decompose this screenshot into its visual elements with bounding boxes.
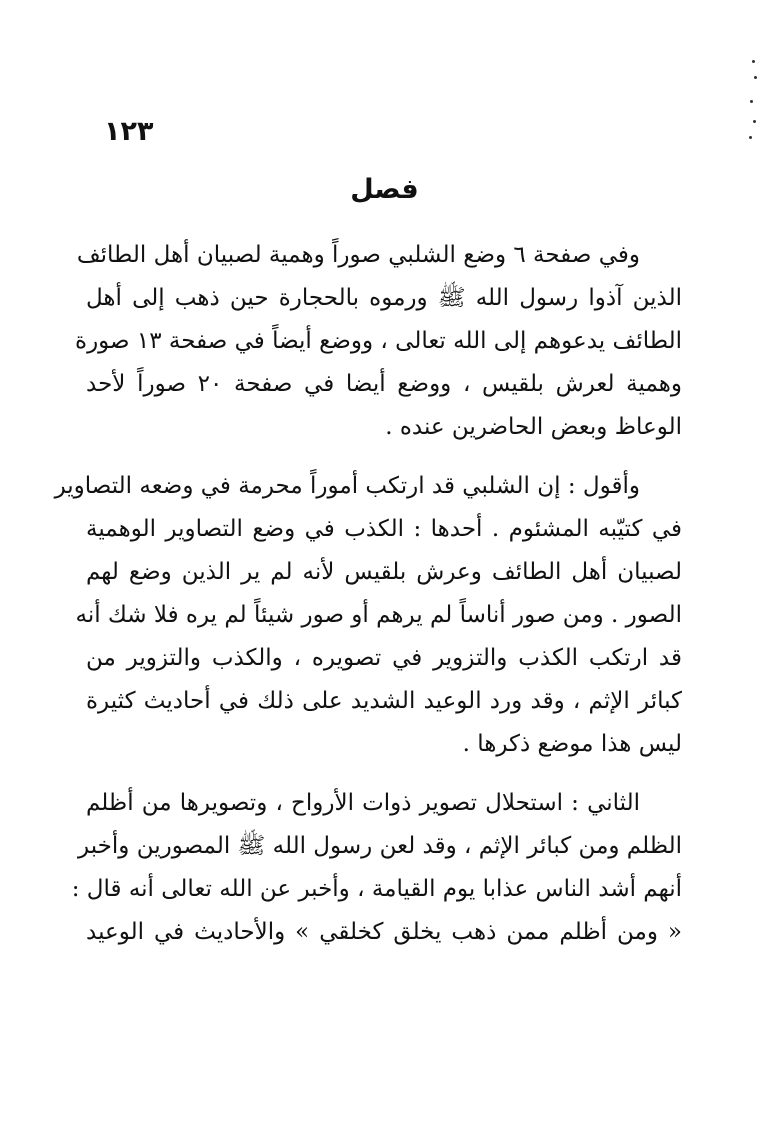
text-line: كبائر الإثم ، وقد ورد الوعيد الشديد على ذلك في أحاديث كثيرة — [86, 688, 682, 714]
page-number: ١٢٣ — [104, 116, 154, 147]
text-line: ليس هذا موضع ذكرها . — [462, 731, 682, 757]
text-line: الصور . ومن صور أناساً لم يرهم أو صور شيئاً لم يره فلا شك أنه — [75, 602, 682, 628]
text-line: لصبيان أهل الطائف وعرش بلقيس لأنه لم ير الذين وضع لهم — [86, 559, 682, 585]
margin-dot — [753, 120, 756, 123]
margin-marks — [741, 60, 761, 160]
text-line: الطائف يدعوهم إلى الله تعالى ، ووضع أيضاً في صفحة ١٣ صورة — [75, 328, 682, 354]
text-line: وأقول : إن الشلبي قد ارتكب أموراً محرمة في وضعه التصاوير — [54, 473, 640, 499]
text-line: « ومن أظلم ممن ذهب يخلق كخلقي » والأحاديث في الوعيد — [86, 919, 682, 945]
margin-dot — [749, 136, 752, 139]
text-line: قد ارتكب الكذب والتزوير في تصويره ، والكذب والتزوير من — [86, 645, 682, 671]
text-line: الظلم ومن كبائر الإثم ، وقد لعن رسول الله ﷺ المصورين وأخبر — [78, 833, 682, 859]
paragraph — [75, 234, 682, 449]
text-line: الوعاظ وبعض الحاضرين عنده . — [385, 414, 682, 440]
section-title: فصل — [350, 174, 419, 205]
paragraph — [71, 782, 682, 954]
body-text — [54, 234, 682, 970]
text-line: وهمية لعرش بلقيس ، ووضع أيضا في صفحة ٢٠ صوراً لأحد — [86, 371, 682, 397]
text-line: الذين آذوا رسول الله ﷺ ورموه بالحجارة حين ذهب إلى أهل — [86, 285, 682, 311]
paragraph — [54, 465, 682, 766]
margin-dot — [752, 60, 755, 63]
text-line: وفي صفحة ٦ وضع الشلبي صوراً وهمية لصبيان أهل الطائف — [76, 242, 640, 268]
text-line: أنهم أشد الناس عذابا يوم القيامة ، وأخبر عن الله تعالى أنه قال : — [71, 876, 682, 902]
text-line: في كتيّبه المشئوم . أحدها : الكذب في وضع التصاوير الوهمية — [86, 516, 682, 542]
margin-dot — [750, 100, 753, 103]
text-line: الثاني : استحلال تصوير ذوات الأرواح ، وتصويرها من أظلم — [86, 790, 640, 816]
margin-dot — [754, 76, 757, 79]
